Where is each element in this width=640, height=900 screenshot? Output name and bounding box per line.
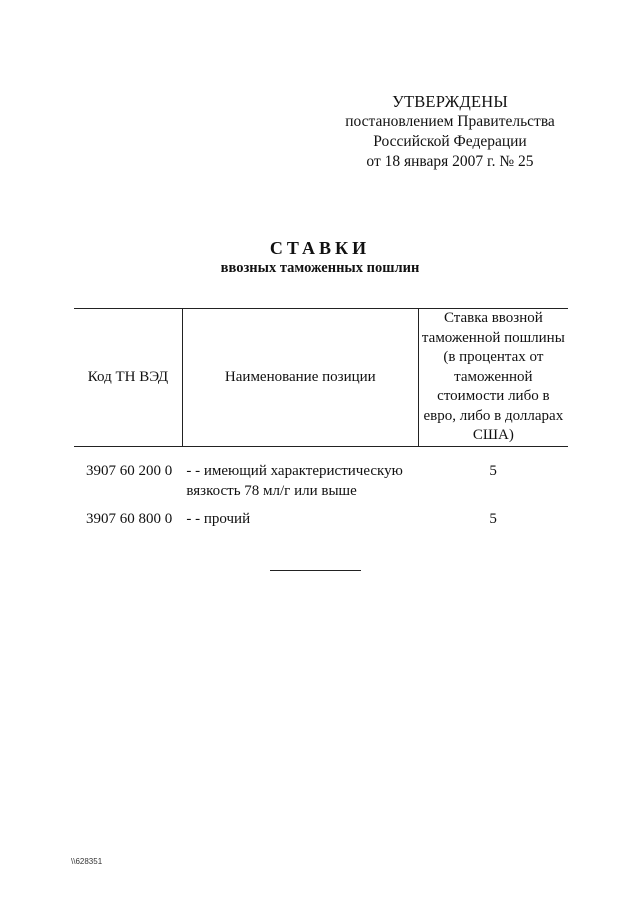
document-number: \\628351 bbox=[71, 857, 103, 866]
duty-rates-table-container bbox=[74, 308, 568, 529]
table-body bbox=[74, 446, 568, 529]
row-name: - - прочий bbox=[186, 510, 251, 527]
approval-line-3: от 18 января 2007 г. № 25 bbox=[366, 153, 534, 170]
approval-line-2: Российской Федерации bbox=[373, 133, 527, 150]
table-row bbox=[74, 501, 568, 529]
document-subtitle: ввозных таможенных пошлин bbox=[220, 260, 420, 276]
table-header bbox=[74, 309, 568, 447]
table-header-row bbox=[74, 309, 568, 447]
header-code: Код ТН ВЭД bbox=[74, 309, 182, 447]
duty-rates-table bbox=[74, 308, 568, 529]
header-name: Наименование позиции bbox=[182, 309, 418, 447]
header-rate: Ставка ввозной таможенной пошлины (в процентах от таможенной стоимости либо в евро, либо в долларах США) bbox=[418, 309, 568, 447]
row-code: 3907 60 200 0 bbox=[86, 462, 173, 479]
approval-stamp bbox=[330, 92, 570, 172]
row-name: - - имеющий характеристическую вязкость 78 мл/г или выше bbox=[186, 462, 403, 499]
row-rate: 5 bbox=[489, 462, 497, 479]
approved-heading: УТВЕРЖДЕНЫ bbox=[392, 92, 508, 111]
row-rate: 5 bbox=[489, 510, 497, 527]
row-code: 3907 60 800 0 bbox=[86, 510, 173, 527]
table-row bbox=[74, 446, 568, 501]
document-title: СТАВКИ bbox=[269, 238, 371, 258]
approval-line-1: постановлением Правительства bbox=[345, 113, 555, 130]
end-divider bbox=[270, 570, 361, 571]
